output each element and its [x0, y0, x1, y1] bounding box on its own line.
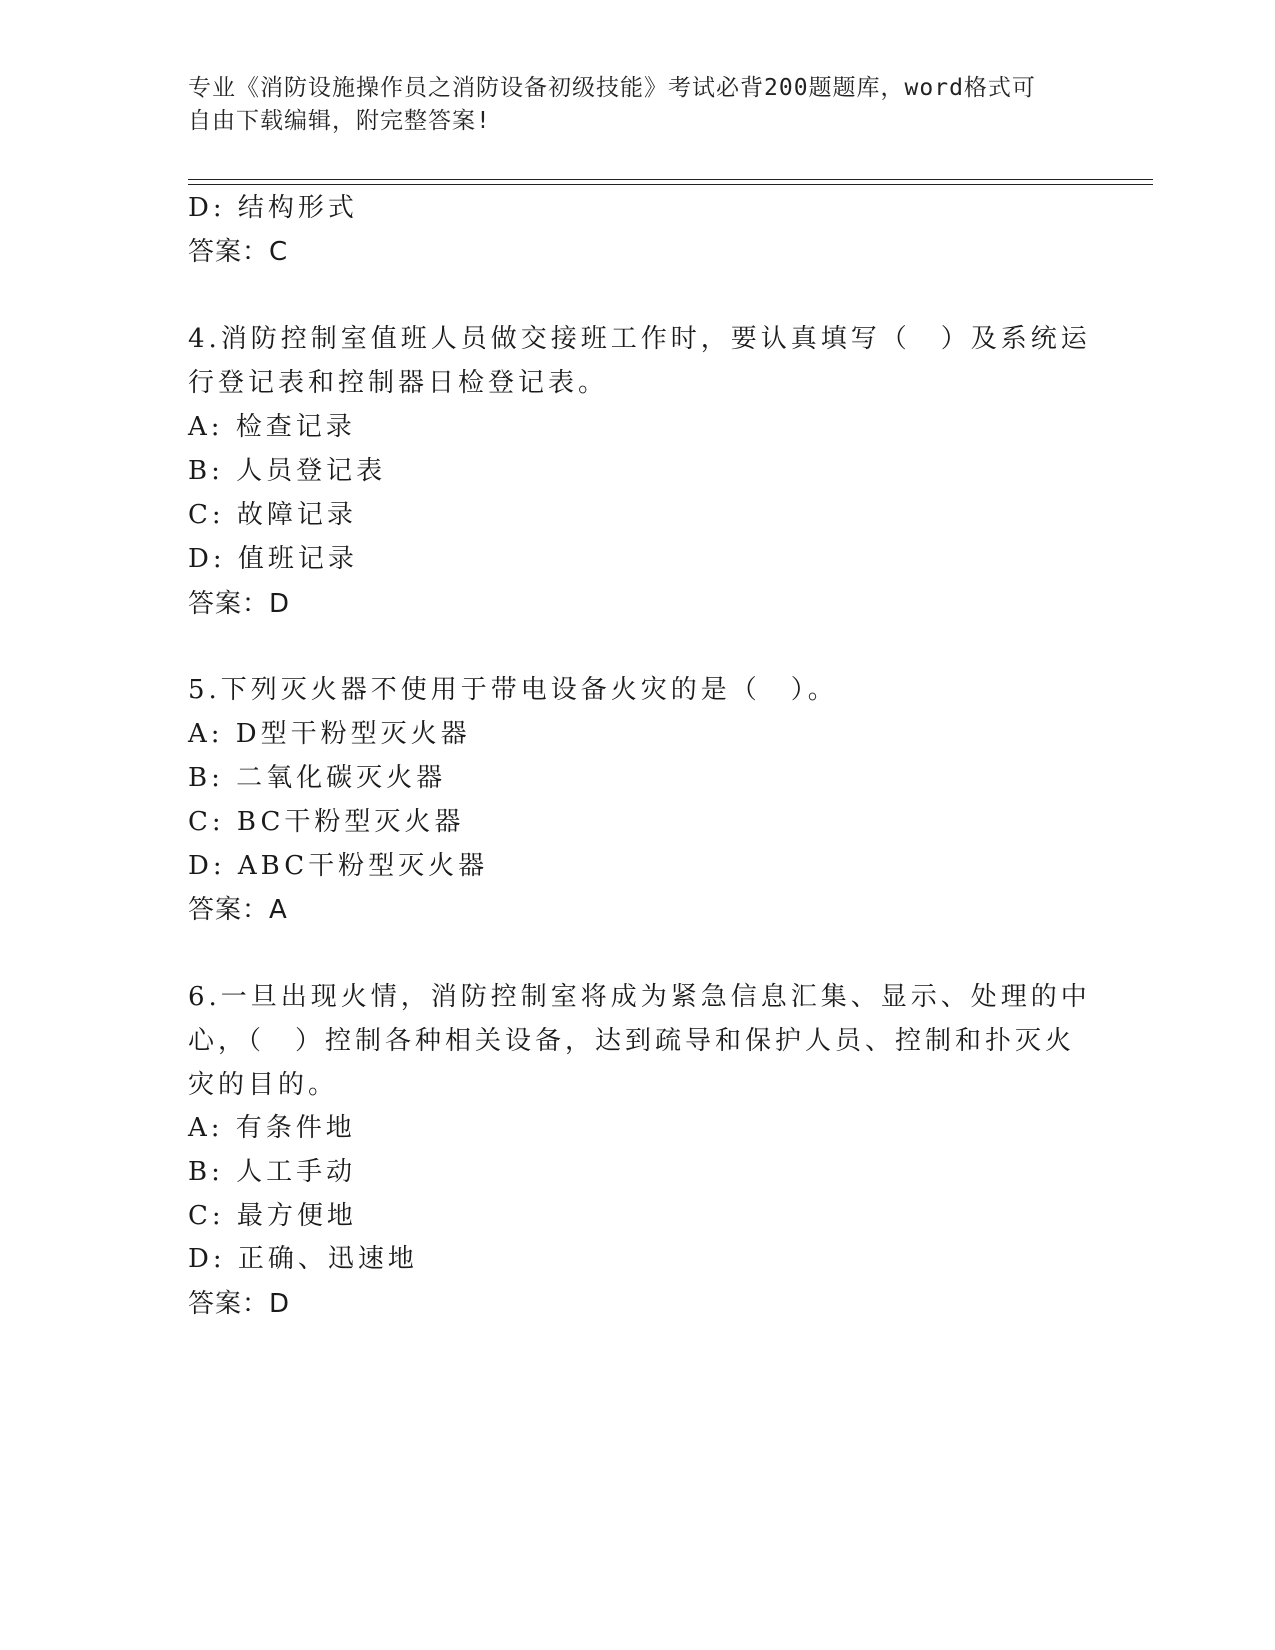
q6-stem-line-1: 6.一旦出现火情，消防控制室将成为紧急信息汇集、显示、处理的中	[188, 982, 1091, 1012]
q4-stem-line-2: 行登记表和控制器日检登记表。	[188, 368, 609, 398]
q4-option-b: B: 人员登记表	[188, 456, 387, 486]
document-header	[188, 72, 1068, 138]
q4-stem-line-1: 4.消防控制室值班人员做交接班工作时，要认真填写（ ）及系统运	[188, 324, 1091, 354]
header-line-2: 自由下载编辑，附完整答案!	[188, 108, 491, 134]
q5-option-b: B: 二氧化碳灭火器	[188, 763, 447, 793]
header-line-1: 专业《消防设施操作员之消防设备初级技能》考试必背200题题库，word格式可	[188, 75, 1036, 101]
q5-option-a: A: D型干粉型灭火器	[188, 719, 471, 749]
q4-option-d: D: 值班记录	[188, 544, 358, 574]
q5-option-d: D: ABC干粉型灭火器	[188, 851, 489, 881]
q6-stem-line-3: 灾的目的。	[188, 1070, 339, 1100]
q3-option-d: D: 结构形式	[188, 193, 358, 223]
q3-answer: 答案：C	[188, 237, 289, 267]
q5-stem-line-1: 5.下列灭火器不使用于带电设备火灾的是（ ）。	[188, 675, 838, 705]
q6-stem-line-2: 心，（ ）控制各种相关设备，达到疏导和保护人员、控制和扑灭火	[188, 1026, 1076, 1056]
q5-answer: 答案：A	[188, 895, 288, 925]
header-divider-bottom	[188, 184, 1153, 185]
q6-answer: 答案：D	[188, 1289, 291, 1319]
q5-option-c: C: BC干粉型灭火器	[188, 807, 465, 837]
q4-answer: 答案：D	[188, 589, 291, 619]
q6-option-a: A: 有条件地	[188, 1113, 356, 1143]
q6-option-c: C: 最方便地	[188, 1201, 357, 1231]
q6-option-d: D: 正确、迅速地	[188, 1244, 418, 1274]
header-divider-top	[188, 179, 1153, 180]
q6-option-b: B: 人工手动	[188, 1157, 357, 1187]
q4-option-a: A: 检查记录	[188, 412, 356, 442]
q4-option-c: C: 故障记录	[188, 500, 357, 530]
